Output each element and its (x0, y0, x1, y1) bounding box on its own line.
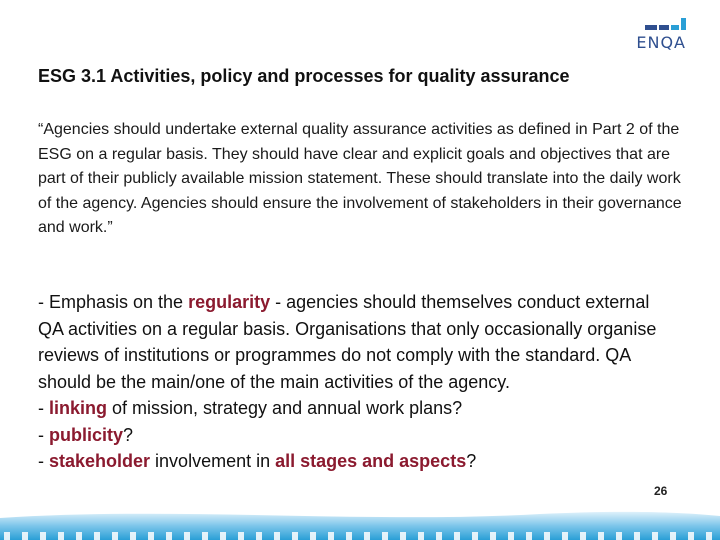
highlight-all-stages: all stages and aspects (275, 451, 467, 471)
text-segment: ? (123, 424, 134, 445)
highlight-stakeholder: stakeholder (49, 451, 151, 471)
text-segment: - agencies should themselves conduct external QA activities on a regular basis. Organisations that only occasionally organise reviews of institutions or programmes do not comply with the standard. QA should be the main/one of the main activities of the agency. (38, 292, 657, 392)
text-segment: - (38, 424, 49, 445)
text-segment: - Emphasis on the (38, 292, 189, 312)
text-segment: - (38, 398, 49, 418)
highlight-linking: linking (49, 398, 107, 418)
highlight-publicity: publicity (49, 424, 124, 445)
text-segment: of mission, strategy and annual work plans? (107, 398, 463, 418)
commentary-line-publicity (38, 422, 678, 449)
bottom-wave-decoration (0, 504, 720, 540)
commentary-line-stakeholder (38, 448, 678, 475)
slide-title: ESG 3.1 Activities, policy and processes for quality assurance (38, 66, 570, 86)
logo-bars (626, 18, 686, 30)
logo-bar (671, 25, 679, 30)
enqa-logo (626, 18, 686, 58)
text-segment: involvement in (150, 451, 276, 471)
page-number: 26 (654, 484, 668, 498)
logo-bar (645, 25, 657, 30)
text-segment: - (38, 451, 49, 471)
commentary (38, 289, 678, 475)
commentary-line-linking (38, 395, 678, 422)
text-segment: ? (466, 451, 477, 471)
esg-quote: “Agencies should undertake external quality assurance activities as defined in Part 2 of the ESG on a regular basis. They should have clear and explicit goals and objectives that are part of their publicly available mission statement. These should translate into the daily work of the agency. Agencies should ensure the involvement of stakeholders in their governance and work.” (38, 121, 682, 236)
logo-bar (681, 18, 686, 30)
commentary-line-regularity (38, 289, 678, 395)
logo-bar (659, 25, 669, 30)
highlight-regularity: regularity (188, 292, 271, 312)
logo-text: ENQA (636, 33, 686, 52)
